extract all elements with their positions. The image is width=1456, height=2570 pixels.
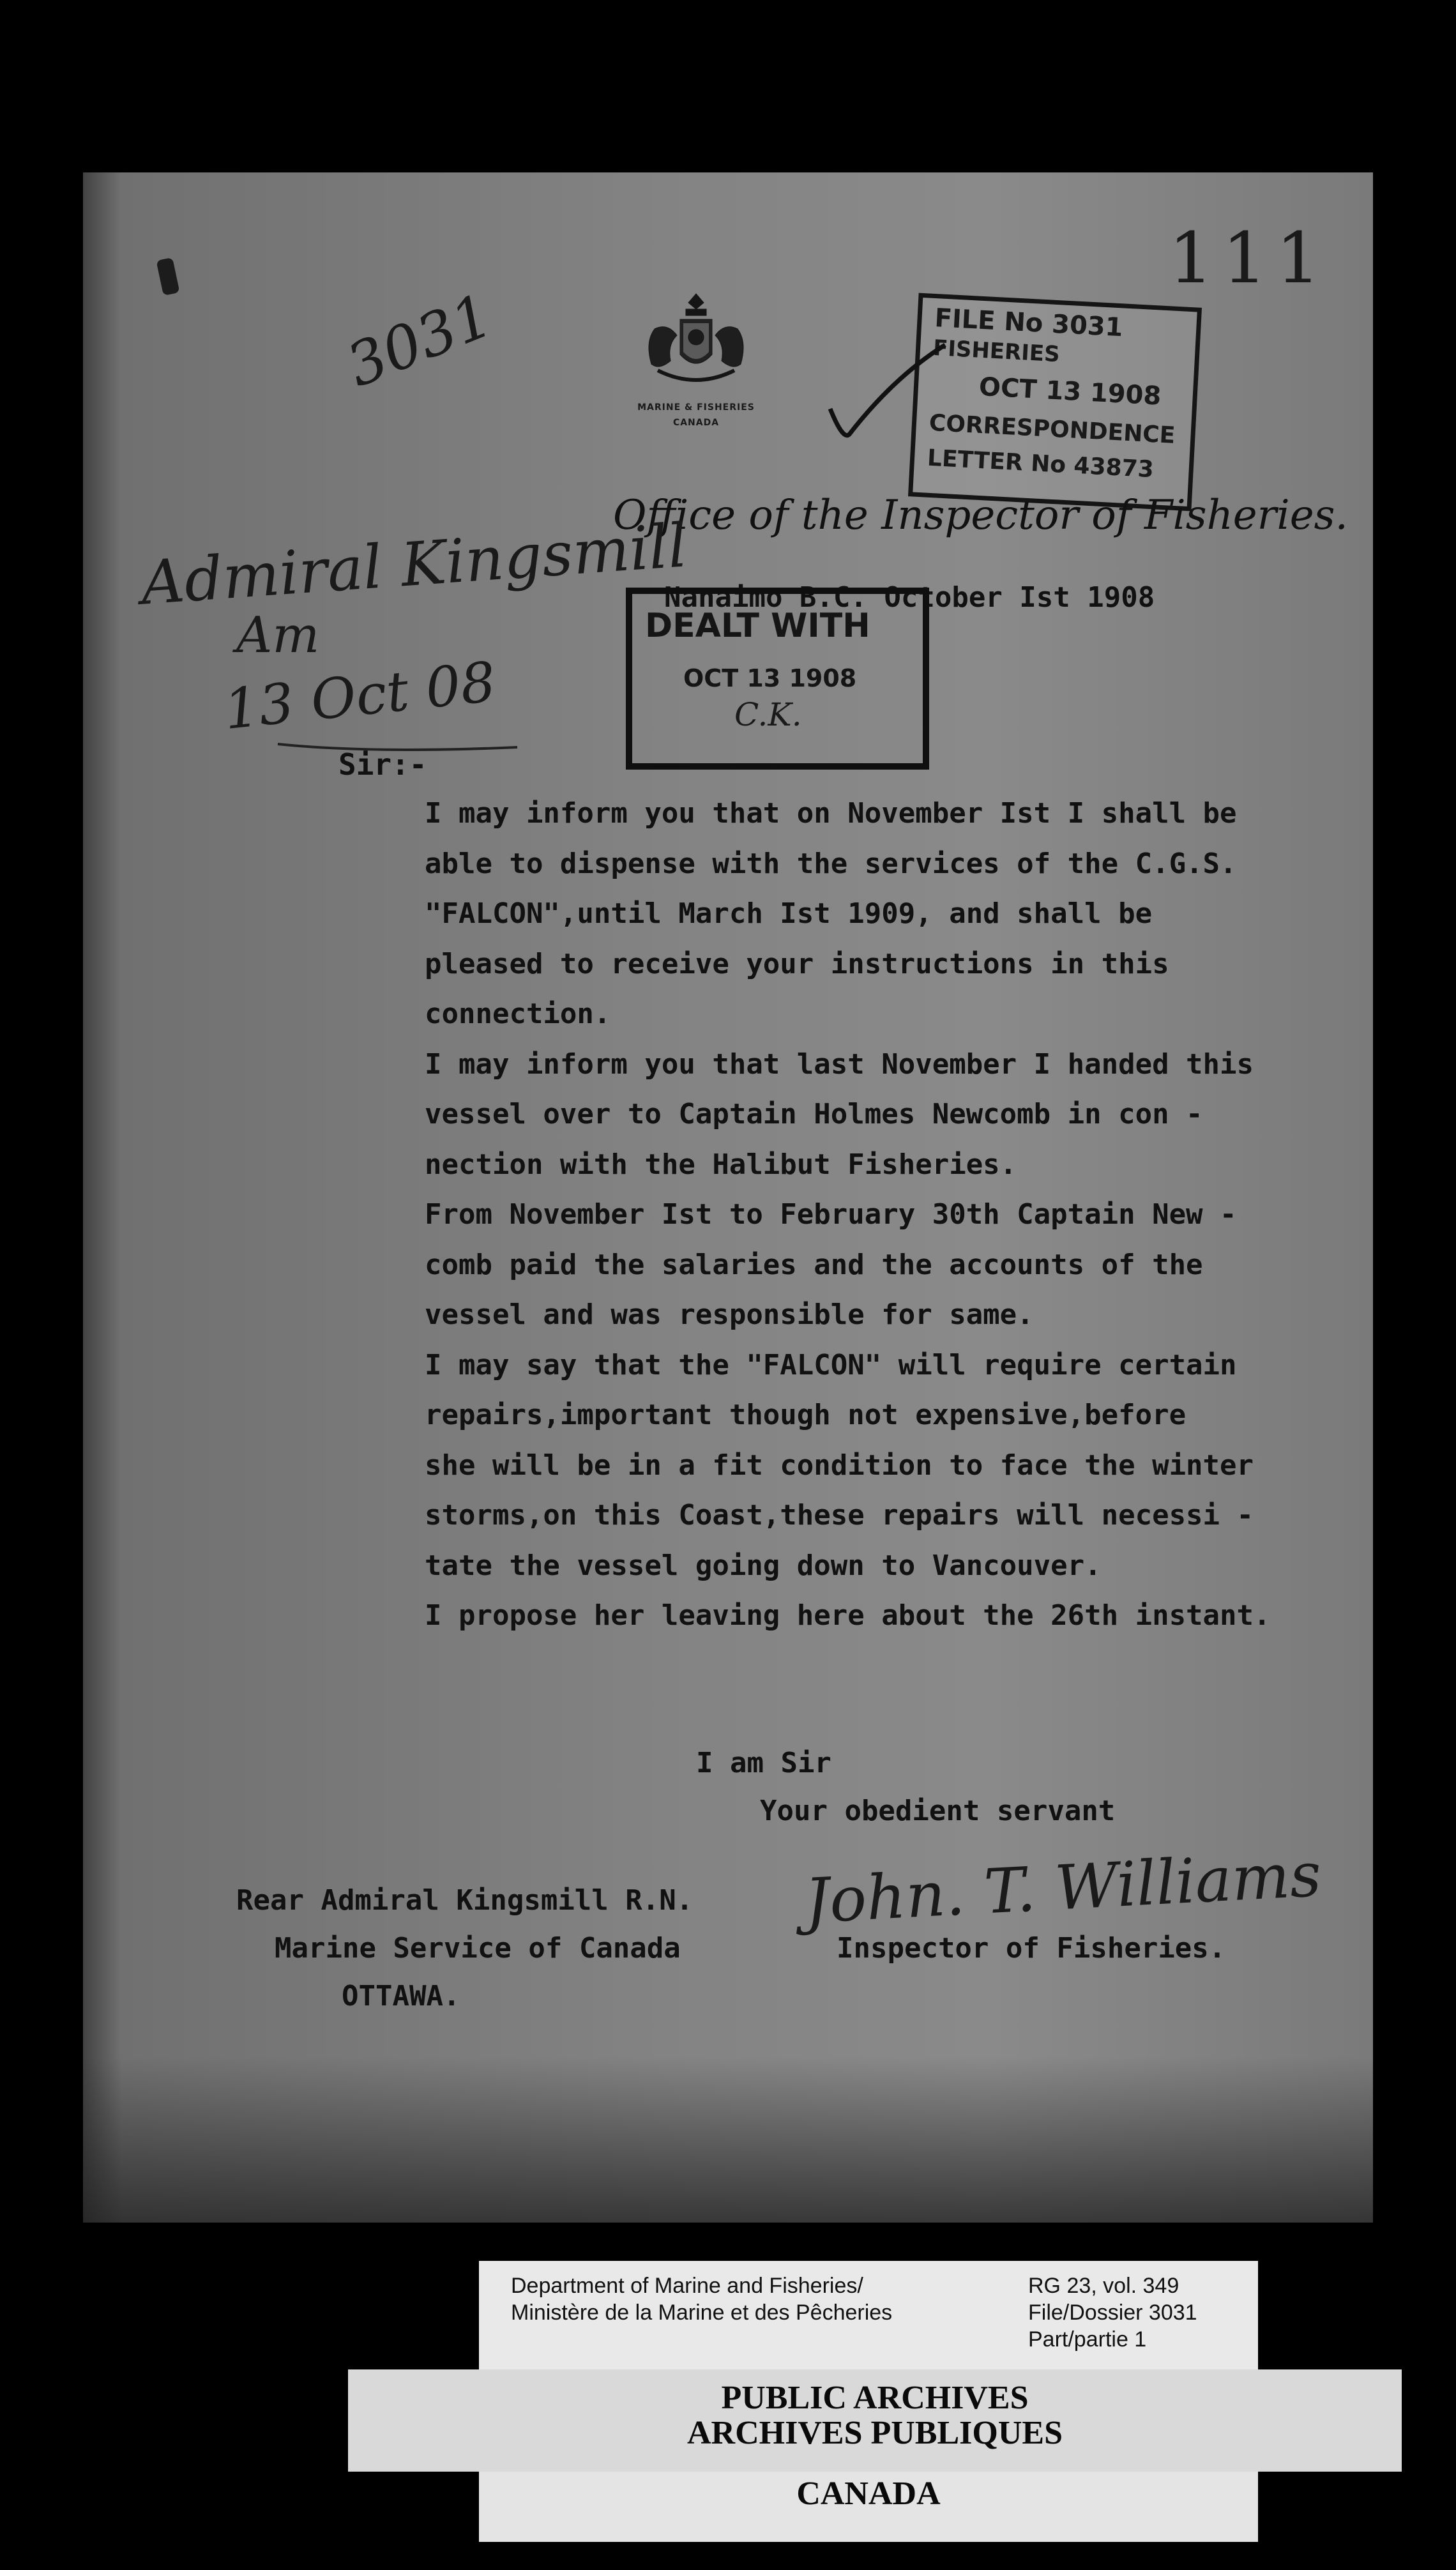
body-line: connection. bbox=[425, 998, 611, 1030]
body-line: able to dispense with the services of the C.G.S. bbox=[425, 847, 1237, 880]
body-line: I may inform you that on November Ist I shall be bbox=[425, 797, 1237, 830]
letterhead-office: Office of the Inspector of Fisheries. bbox=[613, 492, 1348, 539]
place-date: Nanaimo B.C. October Ist 1908 bbox=[664, 581, 1155, 614]
body-line: she will be in a fit condition to face the winter bbox=[425, 1448, 1254, 1482]
archives-country: CANADA bbox=[796, 2475, 941, 2512]
reference-line2: File/Dossier 3031 bbox=[1028, 2300, 1197, 2325]
signature: John. T. Williams bbox=[803, 1838, 1323, 1938]
letter-page bbox=[83, 172, 1373, 2223]
archive-country-band bbox=[479, 2472, 1258, 2542]
body-line: I may say that the "FALCON" will require certain bbox=[425, 1348, 1237, 1381]
recipient-line1: Rear Admiral Kingsmill R.N. bbox=[236, 1884, 694, 1917]
stamp-file-line2: FISHERIES bbox=[932, 335, 1061, 368]
body-line: comb paid the salaries and the accounts of the bbox=[425, 1248, 1203, 1281]
stamp-file-line3: OCT 13 1908 bbox=[978, 372, 1162, 411]
body-line: storms,on this Coast,these repairs will necessi - bbox=[425, 1499, 1254, 1532]
dealt-with-stamp bbox=[626, 588, 929, 770]
archive-title-band bbox=[348, 2369, 1402, 2472]
reference-line3: Part/partie 1 bbox=[1028, 2327, 1147, 2352]
stamp-dealt-line2: OCT 13 1908 bbox=[683, 664, 857, 692]
margin-note-line2: Am bbox=[236, 607, 320, 664]
stamp-dealt-line1: DEALT WITH bbox=[645, 607, 870, 645]
stamp-dealt-initials: C.K. bbox=[734, 696, 802, 733]
body-line: vessel over to Captain Holmes Newcomb in con - bbox=[425, 1098, 1203, 1130]
margin-note-line3: 13 Oct 08 bbox=[220, 650, 499, 743]
recipient-line3: OTTAWA. bbox=[342, 1980, 460, 2012]
body-line: "FALCON",until March Ist 1909, and shall be bbox=[425, 897, 1153, 930]
body-line: From November Ist to February 30th Captain New - bbox=[425, 1198, 1237, 1231]
body-line: vessel and was responsible for same. bbox=[425, 1298, 1034, 1331]
file-number-annotation: 3031 bbox=[337, 281, 502, 400]
dept-english: Department of Marine and Fisheries/ bbox=[511, 2274, 863, 2298]
body-line: tate the vessel going down to Vancouver. bbox=[425, 1549, 1102, 1582]
archive-reference-label bbox=[479, 2261, 1258, 2369]
check-mark-icon bbox=[824, 332, 952, 460]
dept-french: Ministère de la Marine et des Pêcheries bbox=[511, 2300, 893, 2325]
letter-body bbox=[425, 789, 1370, 1641]
page-number: 111 bbox=[1169, 217, 1330, 299]
body-line: I propose her leaving here about the 26th instant. bbox=[425, 1599, 1271, 1632]
stamp-file-line5: LETTER No 43873 bbox=[927, 445, 1155, 483]
closing-line1: I am Sir bbox=[696, 1747, 831, 1779]
recipient-line2: Marine Service of Canada bbox=[275, 1932, 681, 1965]
crest-caption bbox=[632, 402, 760, 428]
file-received-stamp bbox=[908, 293, 1202, 512]
stamp-file-line1: FILE No 3031 bbox=[934, 303, 1124, 343]
body-line: nection with the Halibut Fisheries. bbox=[425, 1148, 1017, 1181]
closing-line2: Your obedient servant bbox=[760, 1795, 1116, 1827]
body-line: I may inform you that last November I handed this bbox=[425, 1047, 1254, 1081]
archives-english: PUBLIC ARCHIVES bbox=[721, 2380, 1029, 2416]
archives-french: ARCHIVES PUBLIQUES bbox=[686, 2415, 1063, 2451]
body-line: repairs,important though not expensive,before bbox=[425, 1399, 1187, 1431]
body-line: pleased to receive your instructions in this bbox=[425, 947, 1169, 980]
page-bottom-shadow bbox=[83, 2057, 1373, 2223]
crest-caption-line1: MARINE & FISHERIES bbox=[637, 402, 755, 413]
crest-caption-line2: CANADA bbox=[672, 418, 720, 428]
page-edge-shadow bbox=[83, 172, 121, 2223]
reference-line1: RG 23, vol. 349 bbox=[1028, 2274, 1179, 2298]
signatory-title: Inspector of Fisheries. bbox=[837, 1932, 1226, 1965]
salutation: Sir:- bbox=[338, 747, 427, 782]
stamp-file-line4: CORRESPONDENCE bbox=[928, 409, 1176, 449]
margin-note-line1: Admiral Kingsmill bbox=[139, 511, 690, 619]
